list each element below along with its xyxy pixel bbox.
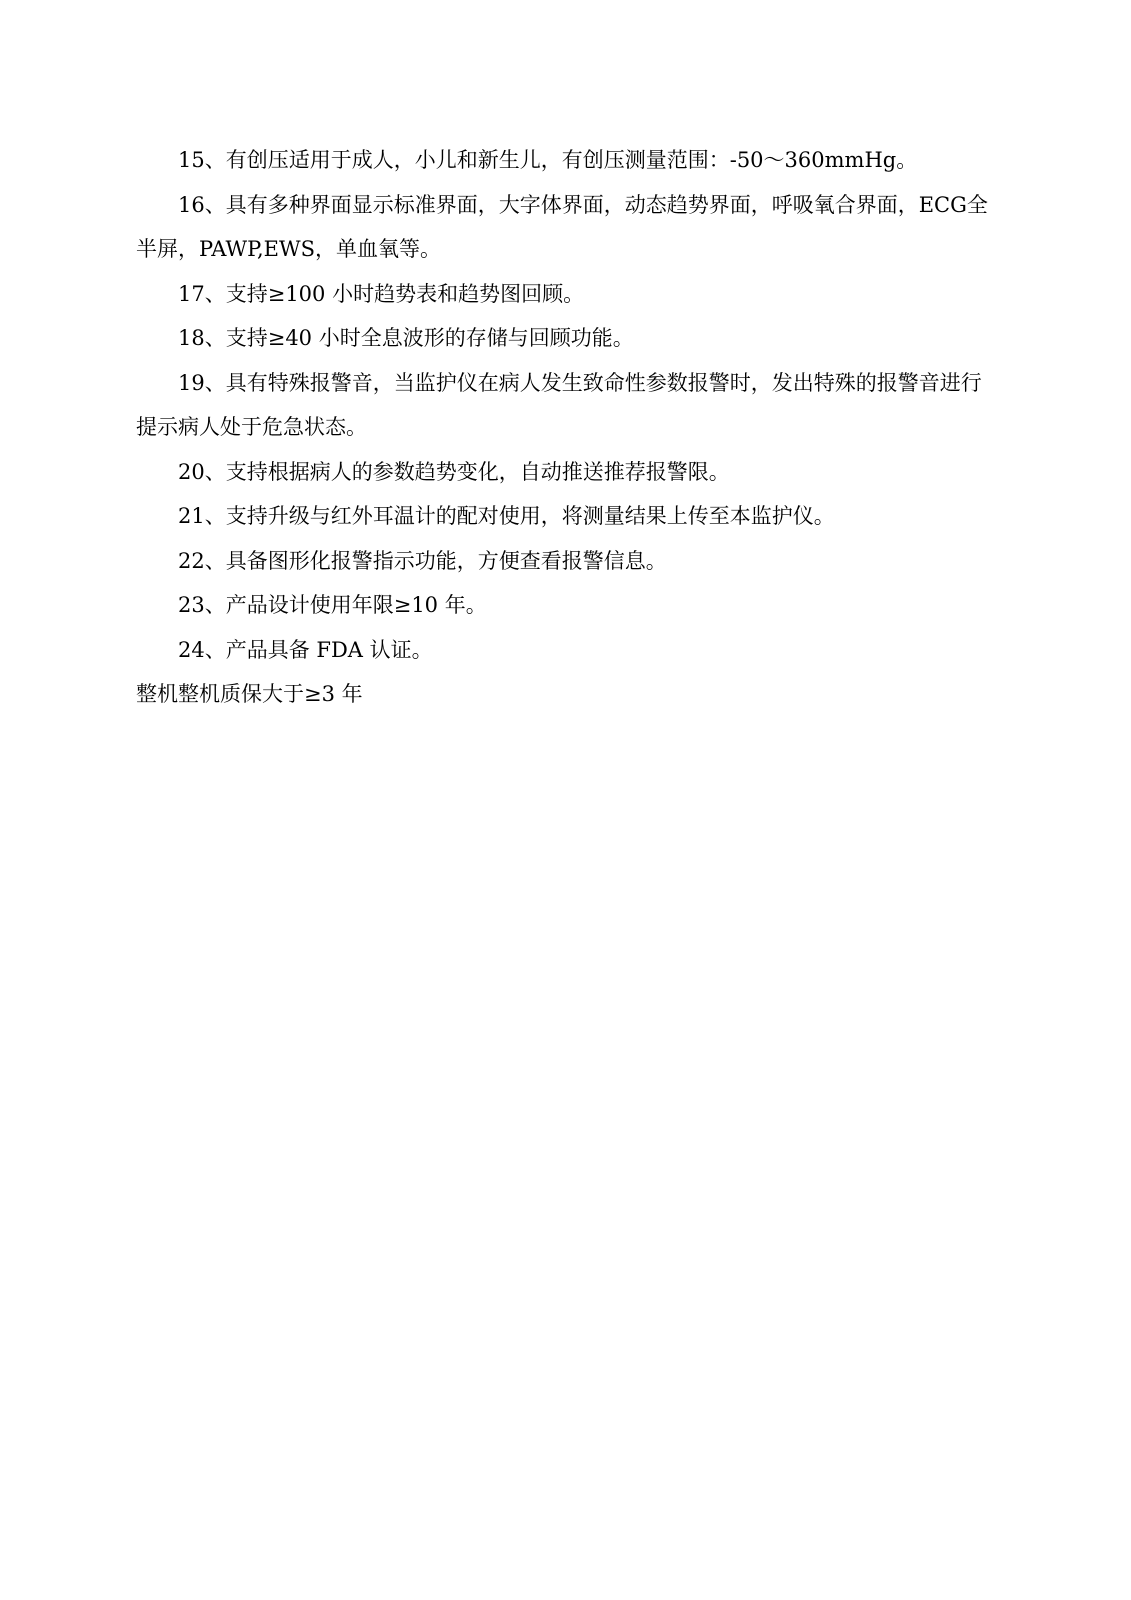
list-item-19: 19、具有特殊报警音，当监护仪在病人发生致命性参数报警时，发出特殊的报警音进行提示病人处于危急状态。 <box>136 370 982 439</box>
list-item-15: 15、有创压适用于成人，小儿和新生儿，有创压测量范围：-50～360mmHg。 <box>178 148 918 172</box>
list-item-17: 17、支持≥100 小时趋势表和趋势图回顾。 <box>178 281 585 306</box>
list-item-22: 22、具备图形化报警指示功能，方便查看报警信息。 <box>178 548 667 573</box>
list-item-18: 18、支持≥40 小时全息波形的存储与回顾功能。 <box>178 326 634 350</box>
list-item-16: 16、具有多种界面显示标准界面，大字体界面，动态趋势界面，呼吸氧合界面，ECG全半屏，PAWP,EWS，单血氧等。 <box>136 192 988 261</box>
list-item-20: 20、支持根据病人的参数趋势变化，自动推送推荐报警限。 <box>178 459 730 484</box>
list-item-23: 23、产品设计使用年限≥10 年。 <box>178 593 487 617</box>
warranty-line: 整机整机质保大于≥3 年 <box>136 682 363 706</box>
document-body <box>136 138 996 717</box>
list-item-24: 24、产品具备 FDA 认证。 <box>178 637 433 662</box>
list-item-21: 21、支持升级与红外耳温计的配对使用，将测量结果上传至本监护仪。 <box>178 504 835 528</box>
